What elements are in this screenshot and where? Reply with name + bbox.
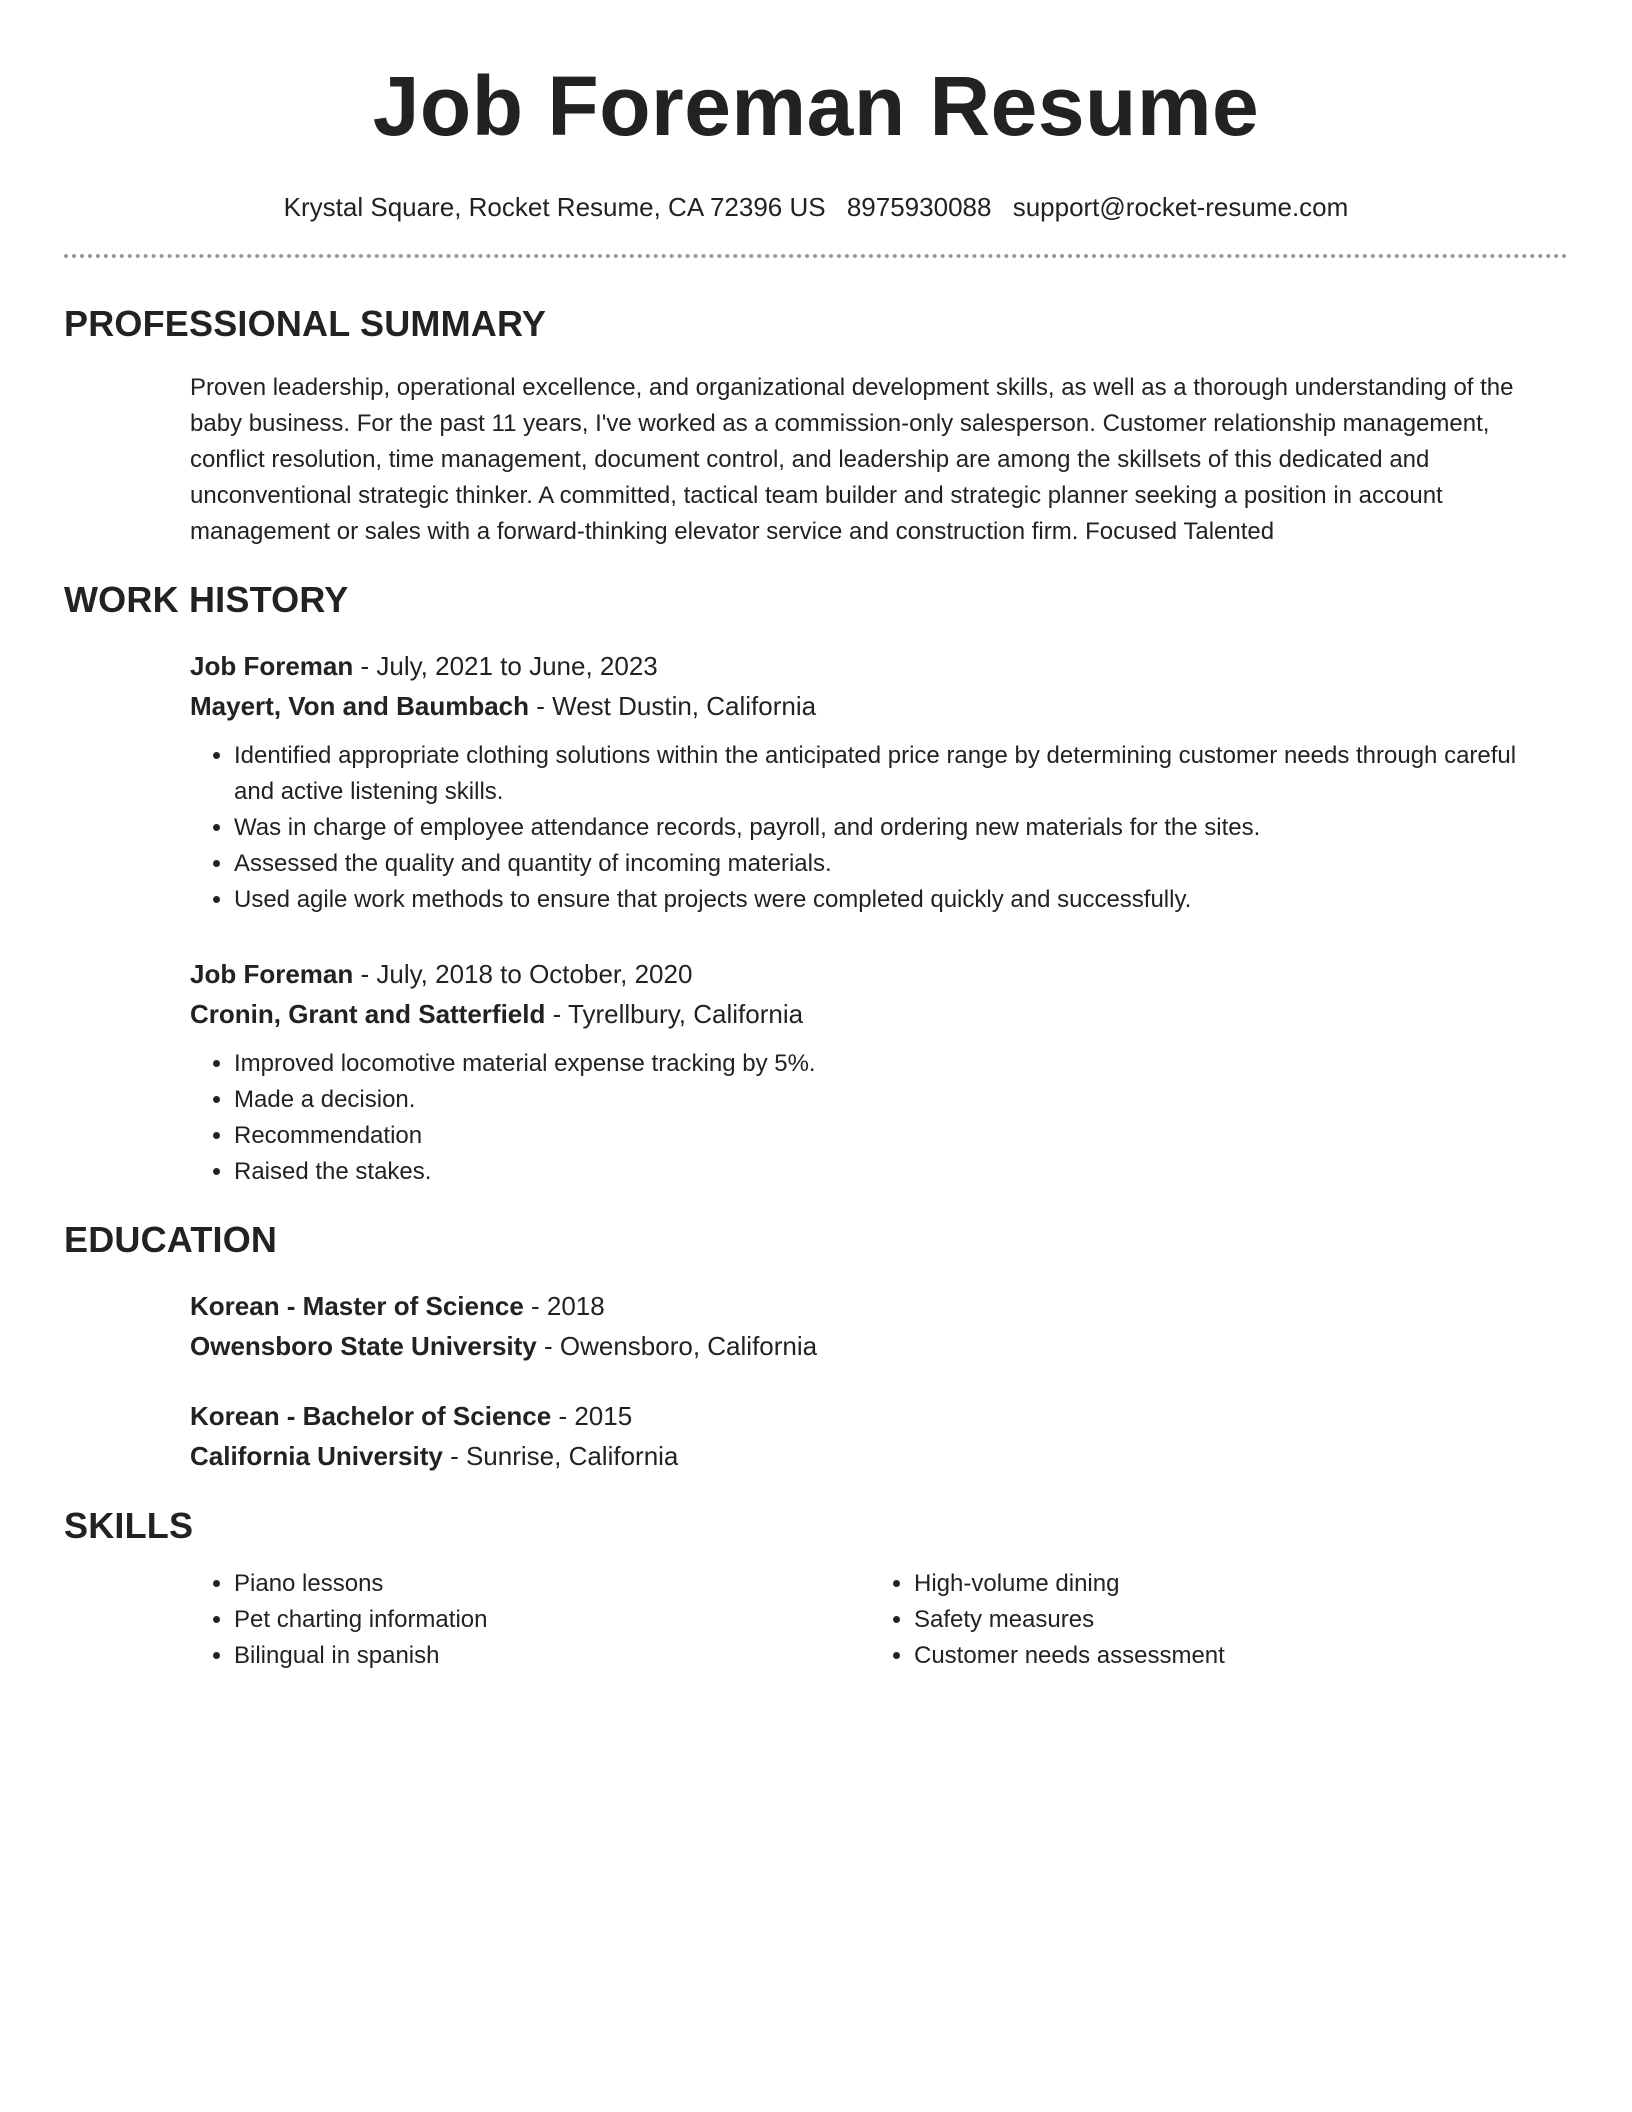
skill-item: • Pet charting information	[234, 1602, 870, 1638]
job-title: Job Foreman	[190, 959, 354, 989]
skills-grid	[190, 1566, 1560, 1674]
job-bullet: • Was in charge of employee attendance records, payroll, and ordering new materials for the sites.	[234, 810, 1560, 846]
job-company-line	[190, 686, 1560, 726]
job-company: Cronin, Grant and Satterfield	[190, 999, 546, 1029]
contact-phone: 8975930088	[846, 192, 992, 222]
skills-heading: SKILLS	[64, 1505, 194, 1546]
resume-title: Job Foreman Resume	[372, 59, 1260, 153]
job-location: - Tyrellbury, California	[545, 999, 804, 1029]
summary-text: Proven leadership, operational excellence, and organizational development skills, as well as a thorough understanding of the baby business. For the past 11 years, I've worked as a commission-only salesperson. Customer relationship management, conflict resolution, time management, document control, and leadership are among the skillsets of this dedicated and unconventional strategic thinker. A committed, tactical team builder and strategic planner seeking a position in account management or sales with a forward-thinking elevator service and construction firm. Focused Talented	[190, 374, 1514, 545]
skill-item: • Customer needs assessment	[914, 1638, 1550, 1674]
education-year: - 2018	[523, 1291, 605, 1321]
job-title-line	[190, 646, 1560, 686]
education-school-line	[190, 1326, 1560, 1366]
summary-heading: PROFESSIONAL SUMMARY	[64, 303, 547, 344]
resume-header	[64, 0, 1568, 224]
job-bullet: • Used agile work methods to ensure that projects were completed quickly and successfully.	[234, 882, 1560, 918]
education-heading: EDUCATION	[64, 1219, 278, 1260]
job-bullet: • Recommendation	[234, 1118, 1560, 1154]
header-divider	[64, 254, 1568, 258]
education-degree-line	[190, 1286, 1560, 1326]
job-title-line	[190, 954, 1560, 994]
job-entry	[190, 646, 1560, 918]
job-bullets	[190, 738, 1560, 918]
skills-section	[190, 1566, 1560, 1674]
education-school: California University	[190, 1441, 443, 1471]
job-bullet: • Improved locomotive material expense tracking by 5%.	[234, 1046, 1560, 1082]
job-dates: - July, 2018 to October, 2020	[353, 959, 693, 989]
skills-column-right	[870, 1566, 1550, 1674]
skill-item: • High-volume dining	[914, 1566, 1550, 1602]
work-history-section	[190, 646, 1560, 1190]
job-dates: - July, 2021 to June, 2023	[353, 651, 658, 681]
contact-email: support@rocket-resume.com	[1012, 192, 1349, 222]
education-degree: Korean - Master of Science	[190, 1291, 524, 1321]
job-location: - West Dustin, California	[529, 691, 817, 721]
education-school-line	[190, 1436, 1560, 1476]
job-bullet: • Assessed the quality and quantity of incoming materials.	[234, 846, 1560, 882]
job-bullets	[190, 1046, 1560, 1190]
work-history-heading: WORK HISTORY	[64, 579, 349, 620]
education-school: Owensboro State University	[190, 1331, 537, 1361]
skill-item: • Safety measures	[914, 1602, 1550, 1638]
job-company: Mayert, Von and Baumbach	[190, 691, 530, 721]
education-year: - 2015	[551, 1401, 633, 1431]
skills-column-left	[190, 1566, 870, 1674]
job-bullet: • Made a decision.	[234, 1082, 1560, 1118]
job-bullet: • Identified appropriate clothing solutions within the anticipated price range by determining customer needs through careful and active listening skills.	[234, 738, 1560, 810]
education-entry	[190, 1286, 1560, 1366]
education-entry	[190, 1396, 1560, 1476]
education-degree: Korean - Bachelor of Science	[190, 1401, 552, 1431]
job-entry	[190, 954, 1560, 1190]
contact-address: Krystal Square, Rocket Resume, CA 72396 US	[283, 192, 826, 222]
education-section	[190, 1286, 1560, 1476]
education-location: - Sunrise, California	[442, 1441, 679, 1471]
skill-item: • Piano lessons	[234, 1566, 870, 1602]
summary-section	[190, 370, 1560, 550]
contact-line	[64, 190, 1568, 224]
job-company-line	[190, 994, 1560, 1034]
education-degree-line	[190, 1396, 1560, 1436]
job-bullet: • Raised the stakes.	[234, 1154, 1560, 1190]
skill-item: • Bilingual in spanish	[234, 1638, 870, 1674]
education-location: - Owensboro, California	[536, 1331, 818, 1361]
job-title: Job Foreman	[190, 651, 354, 681]
